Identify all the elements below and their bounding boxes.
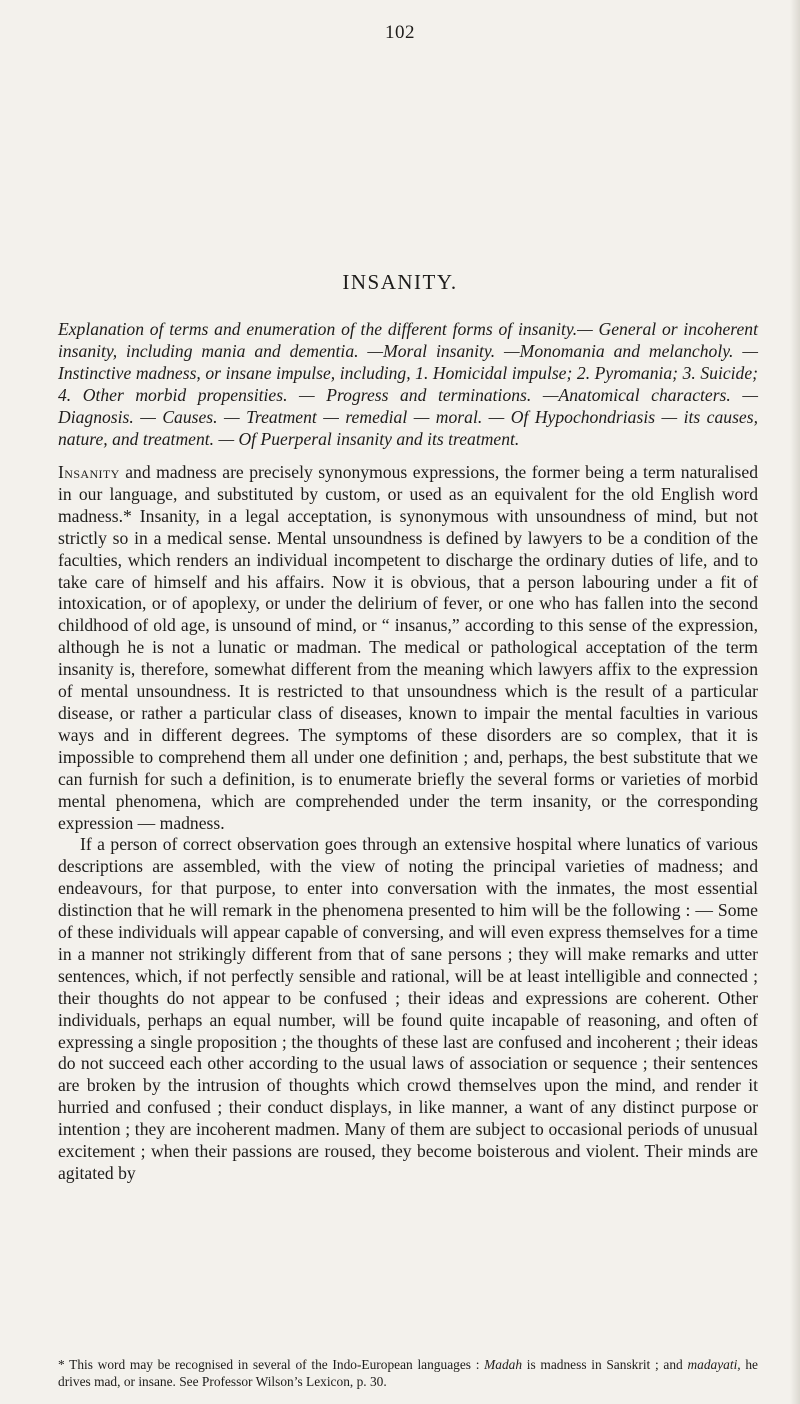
footnote-term: madayati, <box>687 1357 741 1372</box>
footnote-text: * This word may be recognised in several of the Indo-European languages : <box>58 1357 485 1372</box>
chapter-title: INSANITY. <box>342 270 458 294</box>
page-edge-shadow <box>790 0 800 1404</box>
footnote-term: Madah <box>484 1357 523 1372</box>
footnote-text: is madness in Sanskrit ; and <box>522 1357 688 1372</box>
paragraph: If a person of correct observation goes through an extensive hospital where lunatics of various descriptions are assembled, with the view of noting the principal varieties of madness; and endeavours, for that purpose, to enter into conversation with the inmates, the most essential distinction that he will remark in the phenomena presented to him will be the following : — Some of these individuals will appear capable of conversing, and will even express themselves for a time in a manner not strikingly different from that of sane persons ; they will make remarks and utter sentences, which, if not perfectly sensible and rational, will be at least intelligible and connected ; their thoughts do not appear to be confused ; their ideas and expressions are coherent. Other individuals, perhaps an equal number, will be found quite incapable of reasoning, and often of expressing a single proposition ; the thoughts of these last are confused and incoherent ; their ideas do not succeed each other according to the usual laws of association or sequence ; their sentences are broken by the intrusion of thoughts which crowd themselves upon the mind, and render it hurried and confused ; their conduct displays, in like manner, a want of any distinct purpose or intention ; they are incoherent madmen. Many of them are subject to occasional periods of unusual excitement ; when their passions are roused, they become boisterous and violent. Their minds are agitated by <box>58 834 758 1183</box>
lead-word: Insanity <box>58 462 120 482</box>
paragraph <box>58 462 758 834</box>
body-text <box>58 462 758 1185</box>
chapter-summary: Explanation of terms and enumeration of the different forms of insanity.— General or incoherent insanity, including mania and dementia. —Moral insanity. —Monomania and melancholy. —Instinctive madness, or insane impulse, including, 1. Homicidal impulse; 2. Pyromania; 3. Suicide; 4. Other morbid propensities. — Progress and terminations. —Anatomical characters. — Diagnosis. — Causes. — Treatment — remedial — moral. — Of Hypochondriasis — its causes, nature, and treatment. — Of Puerperal insanity and its treatment. <box>58 319 758 449</box>
footnote <box>58 1356 758 1390</box>
footnote-text: he drives mad, or insane. See Professor Wilson’s Lexicon, p. 30. <box>58 1357 758 1389</box>
paragraph-text: and madness are precisely synonymous expressions, the former being a term naturalised in our language, and substituted by custom, or used as an equivalent for the old English word madness.* Insanity, in a legal acceptation, is synonymous with unsoundness of mind, but not strictly so in a medical sense. Mental unsoundness is defined by lawyers to be a condition of the faculties, which renders an individual incompetent to discharge the ordinary duties of life, and to take care of himself and his affairs. Now it is obvious, that a person labouring under a fit of intoxication, or of apoplexy, or under the delirium of fever, or one who has fallen into the second childhood of old age, is unsound of mind, or “ insanus,” according to this sense of the expression, although he is not a lunatic or madman. The medical or pathological acceptation of the term insanity is, therefore, somewhat different from the meaning which lawyers affix to the expression of mental unsoundness. It is restricted to that unsoundness which is the result of a particular disease, or rather a particular class of diseases, known to impair the mental faculties in various ways and in different degrees. The symptoms of these disorders are so complex, that it is impossible to comprehend them all under one definition ; and, perhaps, the best substitute that we can furnish for such a definition, is to enumerate briefly the several forms or varieties of morbid mental phenomena, which are comprehended under the term insanity, or the corresponding expression — madness. <box>58 462 758 833</box>
page-number: 102 <box>385 22 415 43</box>
